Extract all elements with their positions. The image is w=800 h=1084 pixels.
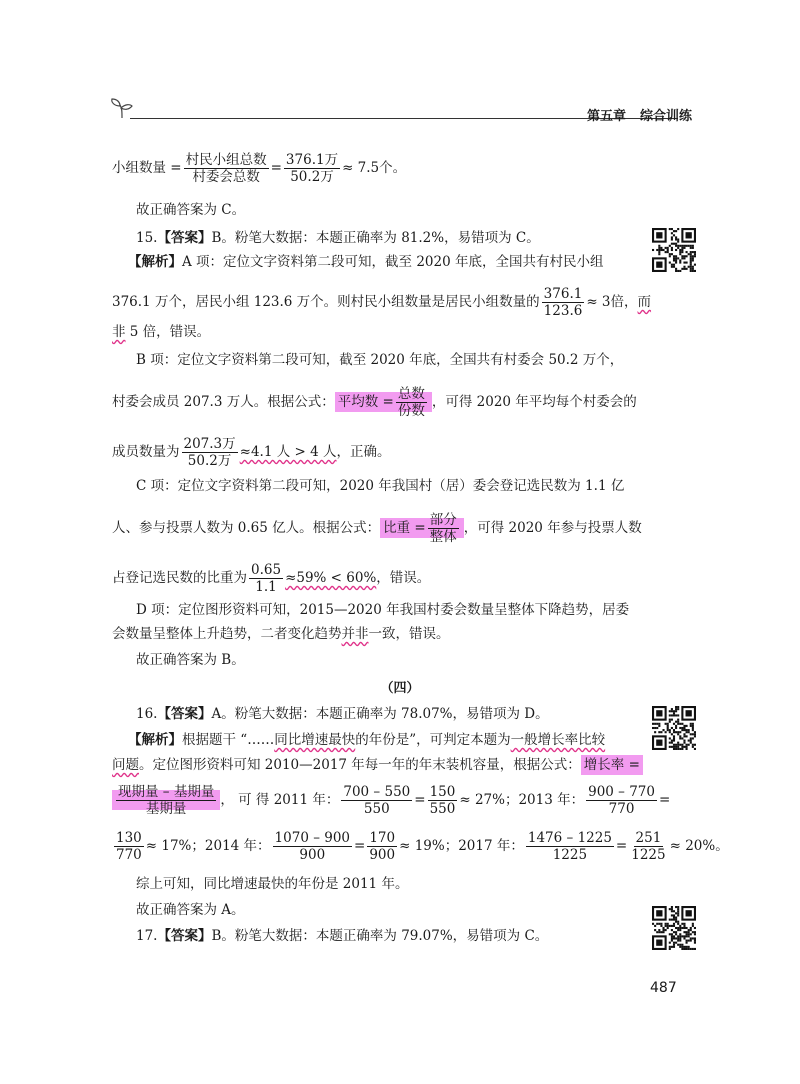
answer-line: 故正确答案为 A。 [136,902,245,918]
highlight-formula [112,784,220,817]
fraction: $\frac{\text{376.1万}}{\text{50.2万}}$ [285,152,339,185]
answer-line: 故正确答案为 C。 [136,202,246,218]
header-title [573,105,692,124]
chapter-label: 第五章 [586,109,626,124]
fraction: $\frac{\text{207.3万}}{\text{50.2万}}$ [183,436,236,469]
analysis-line: C 项：定位文字资料第二段可知，2020 年我国村（居）委会登记选民数为 1.1 亿 [136,478,625,494]
analysis-line: B 项：定位文字资料第二段可知，截至 2020 年底，全国共有村委会 50.2 万个， [136,352,624,368]
analysis-line: 成员数量为 $\frac{\text{207.3万}}{\text{50.2万}}$ ≈4.1 人 > 4 人，正确。 [112,436,391,469]
fraction: $\frac{\text{村民小组总数}}{\text{村委会总数}}$ [185,152,267,185]
highlight-formula: 平均数 = $\frac{\text{总数}}{\text{份数}}$ [335,392,432,412]
fraction: $\frac{\text{部分}}{\text{整体}}$ [429,512,457,545]
text: = [270,160,282,176]
fraction: $\frac{1070 - 900}{900}$ [274,830,351,863]
fraction: $\frac{150}{550}$ [429,784,456,817]
qr-code-icon[interactable] [652,706,696,750]
analysis-line: 占登记选民数的比重为 $\frac{0.65}{1.1}$ ≈59% < 60%，错误。 [112,562,431,595]
analysis-line: 人、参与投票人数为 0.65 亿人。根据公式： 比重 = $\frac{\text{部分}}{\text{整体}}$ ，可得 2020 年参与投票人数 [112,512,642,545]
analysis-line: 问题。定位图形资料可知 2010—2017 年每一年的年末装机容量，根据公式： 增长率 = [112,755,632,775]
formula-line: $\frac{\text{现期量 – 基期量}}{\text{基期量}}$ ， 可 得 2011 年： $\frac{700 - 550}{550}$ = $\frac{150}{550}$ ≈ 27%；2013 年： $\frac{900 - 770}{770}$ = [112,784,632,817]
analysis-line: 村委会成员 207.3 万人。根据公式： 平均数 = $\frac{\text{总数}}{\text{份数}}$ ，可得 2020 年平均每个村委会的 [112,386,637,419]
section-heading: （四） [380,681,420,696]
fraction: $\frac{251}{1225}$ [631,830,666,863]
q15-answer-line: 15.【答案】B。粉笔大数据：本题正确率为 81.2%，易错项为 C。 [136,230,540,246]
highlight-formula: 比重 = $\frac{\text{部分}}{\text{整体}}$ [380,518,464,538]
q16-answer-line: 16.【答案】A。粉笔大数据：本题正确率为 78.07%，易错项为 D。 [136,706,549,722]
summary-line: 综上可知，同比增速最快的年份是 2011 年。 [136,876,409,892]
page-number: 487 [650,980,677,996]
answer-line: 故正确答案为 B。 [136,652,245,668]
text: 小组数量 = [112,160,182,176]
page-header [108,96,692,126]
formula-line [112,152,632,185]
qr-code-icon[interactable] [652,906,696,950]
analysis-line: 376.1 万个，居民小组 123.6 万个。则村民小组数量是居民小组数量的 $\frac{376.1}{123.6}$ ≈ 3倍，而 [112,286,652,319]
analysis-line: 【解析】根据题干 “……同比增速最快的年份是”，可判定本题为一般增长率比较 [128,732,606,748]
section-label: 综合训练 [639,109,692,124]
fraction: $\frac{900 - 770}{770}$ [588,784,655,817]
fraction: $\frac{130}{770}$ [116,830,142,863]
analysis-line: 会数量呈整体上升趋势，二者变化趋势并非一致，错误。 [112,626,450,642]
fraction: $\frac{376.1}{123.6}$ [543,286,583,319]
formula-line: $\frac{130}{770}$ ≈ 17%；2014 年： $\frac{1070 - 900}{900}$ = $\frac{170}{900}$ ≈ 19%；2017 年： $\frac{1476 - 1225}{1225}$ = $\frac{251}{1225}$ ≈ 20%。 [116,830,729,863]
analysis-line: 【解析】A 项：定位文字资料第二段可知，截至 2020 年底，全国共有村民小组 [128,254,604,270]
fraction: $\frac{700 - 550}{550}$ [343,784,411,817]
qr-code-icon[interactable] [652,228,696,272]
analysis-line: 非 5 倍，错误。 [112,324,211,340]
analysis-line: D 项：定位图形资料可知，2015—2020 年我国村委会数量呈整体下降趋势，居委 [136,602,630,618]
q17-answer-line: 17.【答案】B。粉笔大数据：本题正确率为 79.07%，易错项为 C。 [136,928,549,944]
text: ≈ 7.5个。 [342,160,407,176]
highlight-formula: 增长率 = [581,755,643,775]
sprout-icon [108,96,136,120]
fraction: $\frac{\text{总数}}{\text{份数}}$ [397,386,425,419]
fraction: $\frac{170}{900}$ [369,830,396,863]
fraction: $\frac{\text{现期量 – 基期量}}{\text{基期量}}$ [118,784,215,817]
fraction: $\frac{1476 - 1225}{1225}$ [527,830,612,863]
fraction: $\frac{0.65}{1.1}$ [251,562,282,595]
